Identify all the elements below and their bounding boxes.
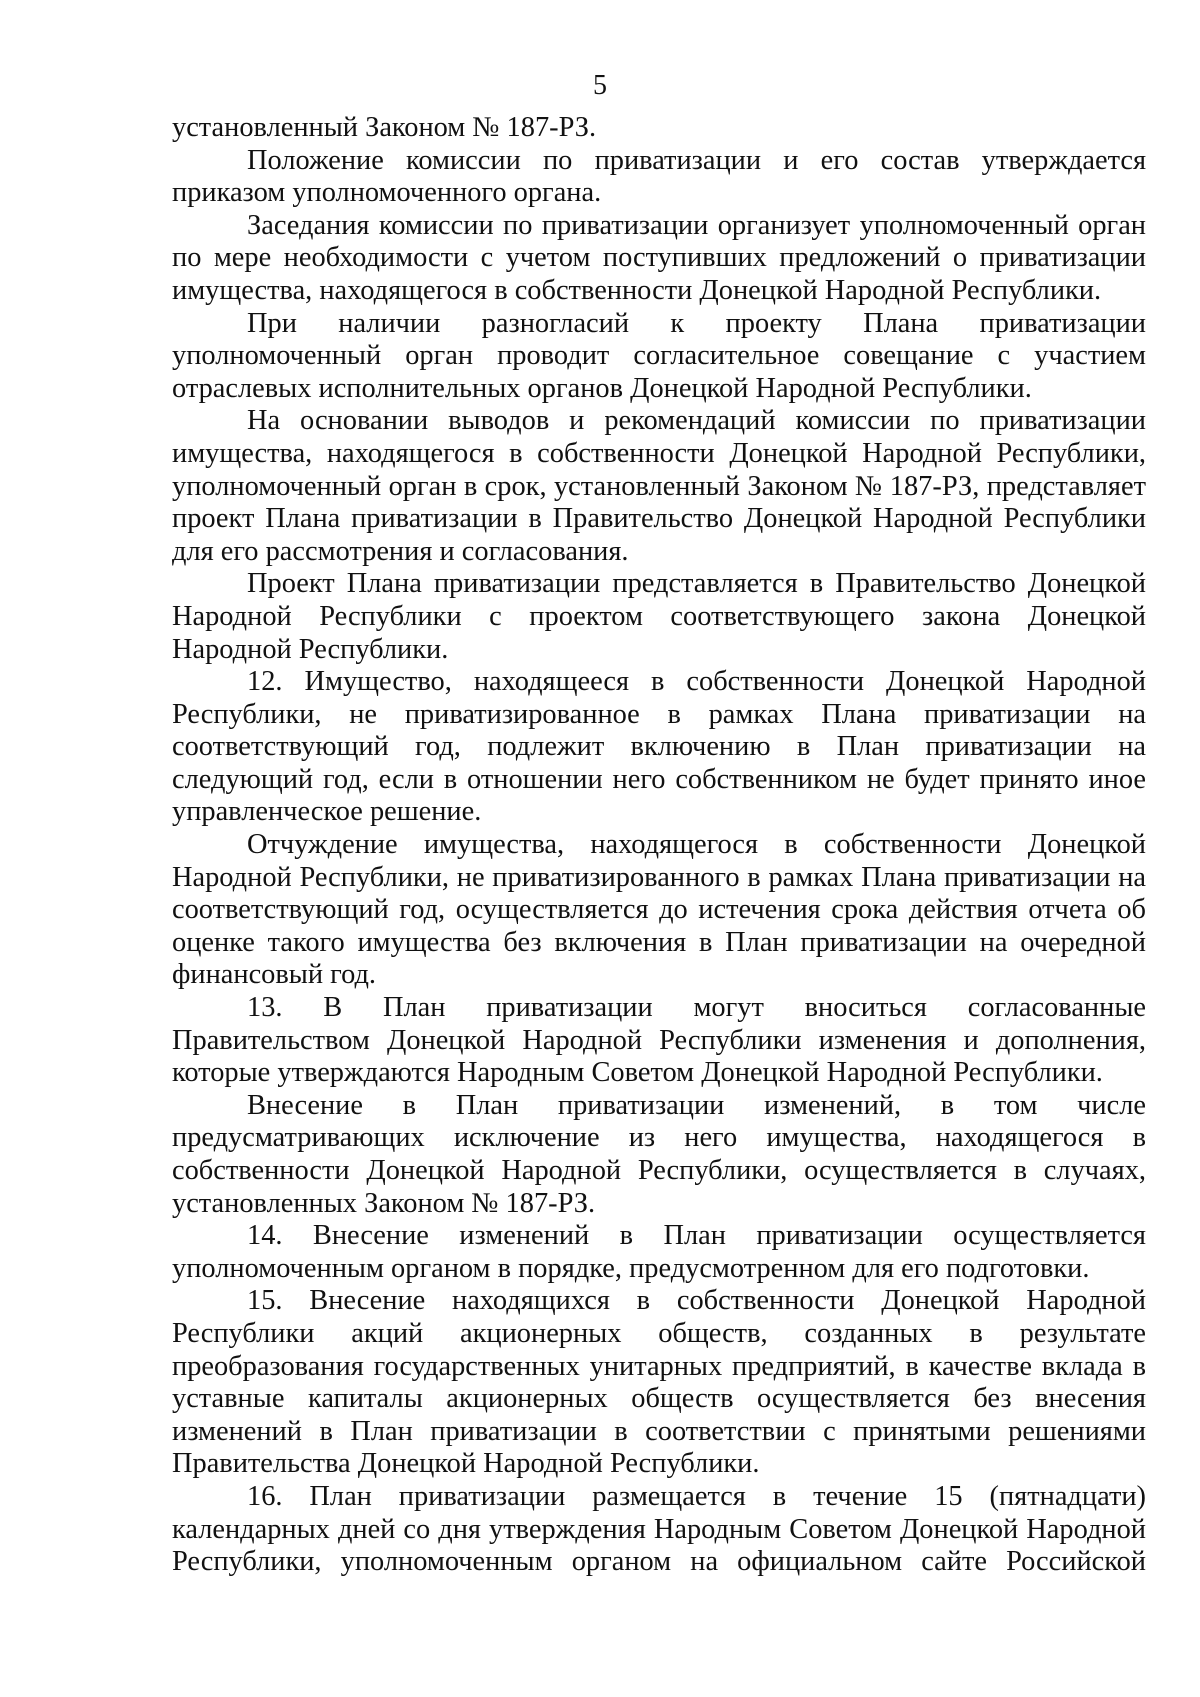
paragraph: Проект Плана приватизации представляется в Правительство Донецкой Народной Республики с проектом соответствующего закона Донецкой Народной Республики.	[172, 568, 1146, 665]
paragraph: При наличии разногласий к проекту Плана приватизации уполномоченный орган проводит согласительное совещание с участием отраслевых исполнительных органов Донецкой Народной Республики.	[172, 307, 1146, 404]
paragraph: 14. Внесение изменений в План приватизации осуществляется уполномоченным органом в порядке, предусмотренном для его подготовки.	[172, 1220, 1146, 1284]
paragraph: Отчуждение имущества, находящегося в собственности Донецкой Народной Республики, не приватизированного в рамках Плана приватизации на соответствующий год, осуществляется до истечения срока действия отчета об оценке такого имущества без включения в План приватизации на очередной финансовый год.	[172, 829, 1146, 991]
page-number: 5	[593, 70, 607, 101]
document-body	[172, 112, 1146, 1579]
paragraph: Заседания комиссии по приватизации организует уполномоченный орган по мере необходимости с учетом поступивших предложений о приватизации имущества, находящегося в собственности Донецкой Народной Республики.	[172, 209, 1146, 306]
paragraph: установленный Законом № 187-РЗ.	[172, 112, 597, 143]
paragraph: Внесение в План приватизации изменений, в том числе предусматривающих исключение из него имущества, находящегося в собственности Донецкой Народной Республики, осуществляется в случаях, установленных Законом № 187-РЗ.	[172, 1089, 1146, 1219]
paragraph: 12. Имущество, находящееся в собственности Донецкой Народной Республики, не приватизированное в рамках Плана приватизации на соответствующий год, подлежит включению в План приватизации на следующий год, если в отношении него собственником не будет принято иное управленческое решение.	[172, 666, 1146, 828]
paragraph: На основании выводов и рекомендаций комиссии по приватизации имущества, находящегося в собственности Донецкой Народной Республики, уполномоченный орган в срок, установленный Законом № 187-РЗ, представляет проект Плана приватизации в Правительство Донецкой Народной Республики для его рассмотрения и согласования.	[172, 405, 1146, 567]
paragraph: 15. Внесение находящихся в собственности Донецкой Народной Республики акций акционерных обществ, созданных в результате преобразования государственных унитарных предприятий, в качестве вклада в уставные капиталы акционерных обществ осуществляется без внесения изменений в План приватизации в соответствии с принятыми решениями Правительства Донецкой Народной Республики.	[172, 1285, 1146, 1480]
paragraph: 16. План приватизации размещается в течение 15 (пятнадцати) календарных дней со дня утверждения Народным Советом Донецкой Народной Республики, уполномоченным органом на официальном сайте Российской	[172, 1480, 1146, 1578]
paragraph: 13. В План приватизации могут вноситься согласованные Правительством Донецкой Народной Республики изменения и дополнения, которые утверждаются Народным Советом Донецкой Народной Республики.	[172, 992, 1146, 1089]
paragraph: Положение комиссии по приватизации и его состав утверждается приказом уполномоченного органа.	[172, 144, 1146, 209]
